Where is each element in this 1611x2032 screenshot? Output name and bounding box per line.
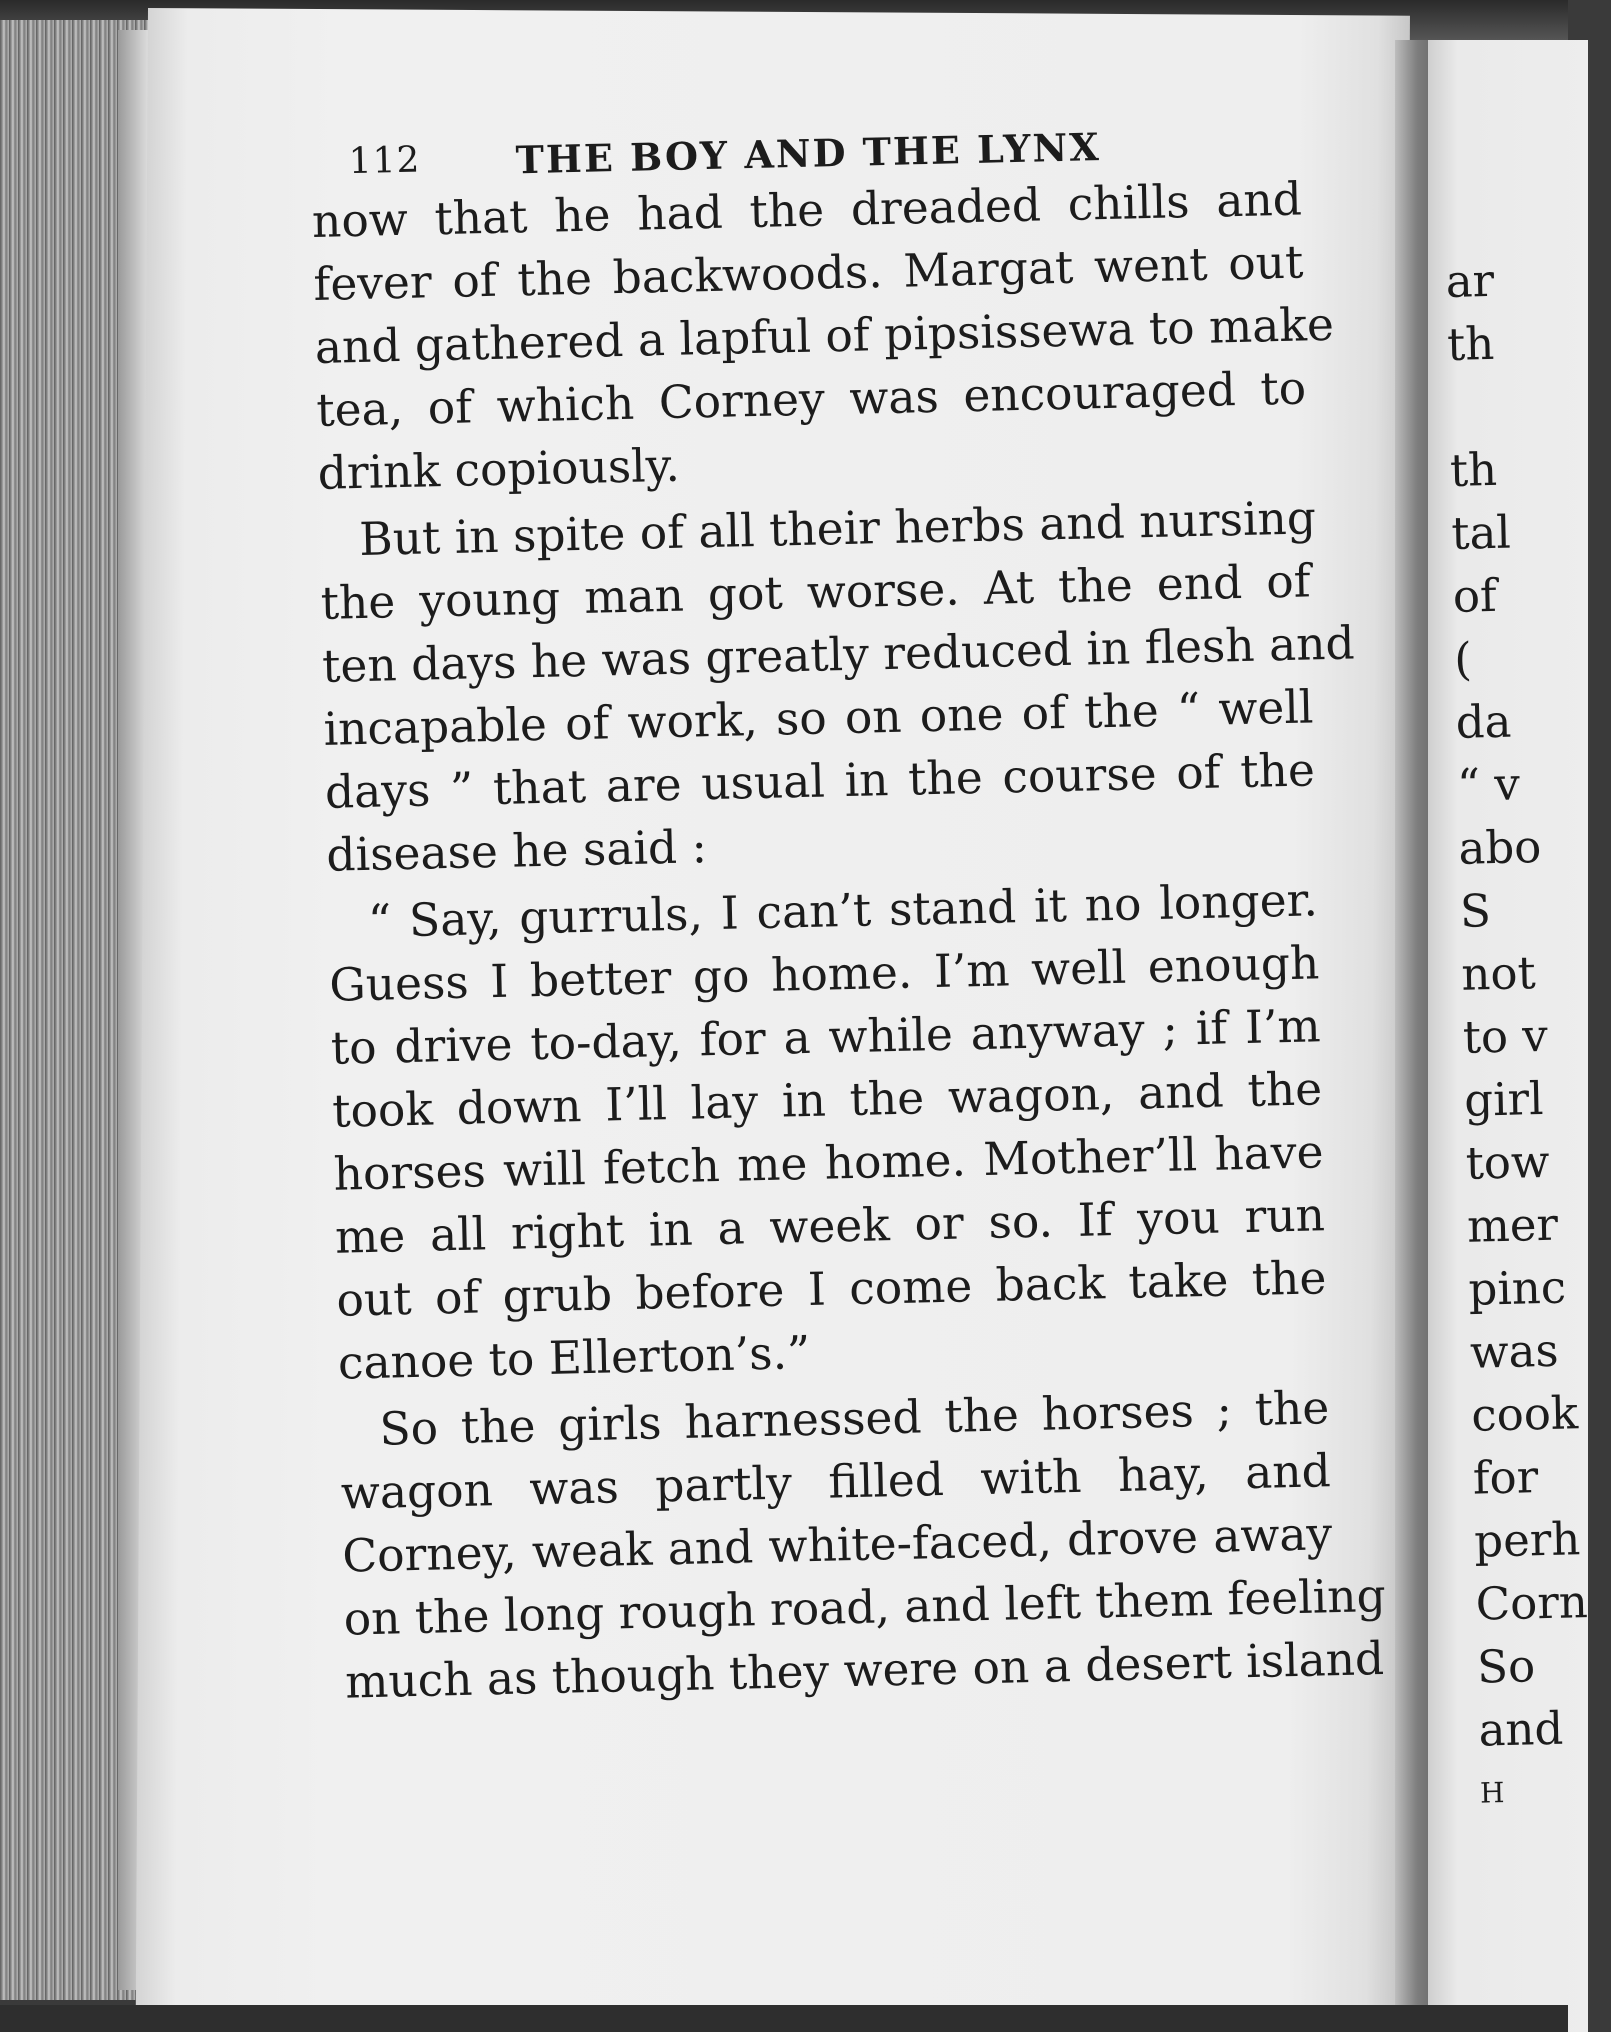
right-fragment: ( — [1453, 632, 1473, 686]
right-fragment: for — [1472, 1450, 1539, 1505]
right-fragment: “ v — [1456, 757, 1521, 812]
right-fragment: da — [1455, 694, 1512, 749]
right-fragment: of — [1452, 568, 1498, 623]
right-fragment — [1448, 373, 1579, 439]
body-line: tea, of which Corney was encouraged to — [315, 361, 1307, 437]
right-fragment: to v — [1462, 1008, 1549, 1064]
right-fragment: cook — [1470, 1386, 1579, 1442]
right-fragment: ar — [1445, 253, 1495, 308]
body-line: disease he said : — [325, 820, 708, 882]
right-fragment: S — [1459, 884, 1492, 938]
right-fragment: and — [1477, 1701, 1564, 1757]
body-line: horses will fetch me home. Mother’ll have — [333, 1125, 1325, 1201]
right-fragment: th — [1446, 316, 1495, 371]
body-line: ten days he was greatly reduced in flesh and — [321, 616, 1356, 693]
body-line: much as though they were on a desert island — [344, 1632, 1385, 1709]
right-fragment: th — [1449, 442, 1498, 497]
body-line: out of grub before I come back take the — [335, 1251, 1327, 1327]
right-fragment: Corn — [1475, 1575, 1589, 1631]
body-line: wagon was partly filled with hay, and — [340, 1444, 1332, 1520]
right-fragment: H — [1479, 1776, 1505, 1810]
right-fragment: mer — [1466, 1197, 1559, 1253]
right-fragment: girl — [1463, 1071, 1544, 1127]
body-line: canoe to Ellerton’s.” — [337, 1325, 811, 1390]
book-title: THE BOY AND THE LYNX — [515, 124, 1102, 183]
body-line: days ” that are usual in the course of the — [324, 743, 1316, 819]
body-line: But in spite of all their herbs and nursing — [358, 491, 1317, 566]
body-line: me all right in a week or so. If you run — [334, 1188, 1326, 1264]
right-fragment: abo — [1457, 819, 1542, 875]
right-fragment: pinc — [1467, 1260, 1567, 1316]
body-line: drink copiously. — [317, 438, 681, 500]
body-line: “ Say, gurruls, I can’t stand it no longer. — [367, 873, 1319, 948]
right-fragment: tow — [1465, 1134, 1551, 1190]
right-fragment: was — [1469, 1323, 1560, 1379]
page-number: 112 — [348, 139, 421, 183]
body-line: took down I’ll lay in the wagon, and the — [331, 1062, 1323, 1138]
left-page-text — [310, 108, 1387, 1714]
body-line: now that he had the dreaded chills and — [311, 172, 1303, 248]
body-line: on the long rough road, and left them feeling — [343, 1568, 1387, 1646]
right-fragment: perh — [1473, 1512, 1581, 1568]
body-line: to drive to-day, for a while anyway ; if I’m — [330, 999, 1322, 1075]
body-line: So the girls harnessed the horses ; the — [378, 1381, 1330, 1456]
body-line: Corney, weak and white-faced, drove away — [341, 1507, 1333, 1583]
right-fragment: not — [1460, 946, 1537, 1001]
right-fragment: So — [1476, 1639, 1536, 1694]
body-line: incapable of work, so on one of the “ well — [322, 680, 1314, 756]
right-fragment: tal — [1450, 505, 1512, 560]
body-line: fever of the backwoods. Margat went out — [312, 235, 1304, 311]
body-line: the young man got worse. At the end of — [320, 554, 1312, 630]
body-line: Guess I better go home. I’m well enough — [328, 936, 1320, 1012]
body-line: and gathered a lapful of pipsissewa to make — [314, 297, 1335, 374]
scan-bottom-border — [0, 2005, 1568, 2032]
